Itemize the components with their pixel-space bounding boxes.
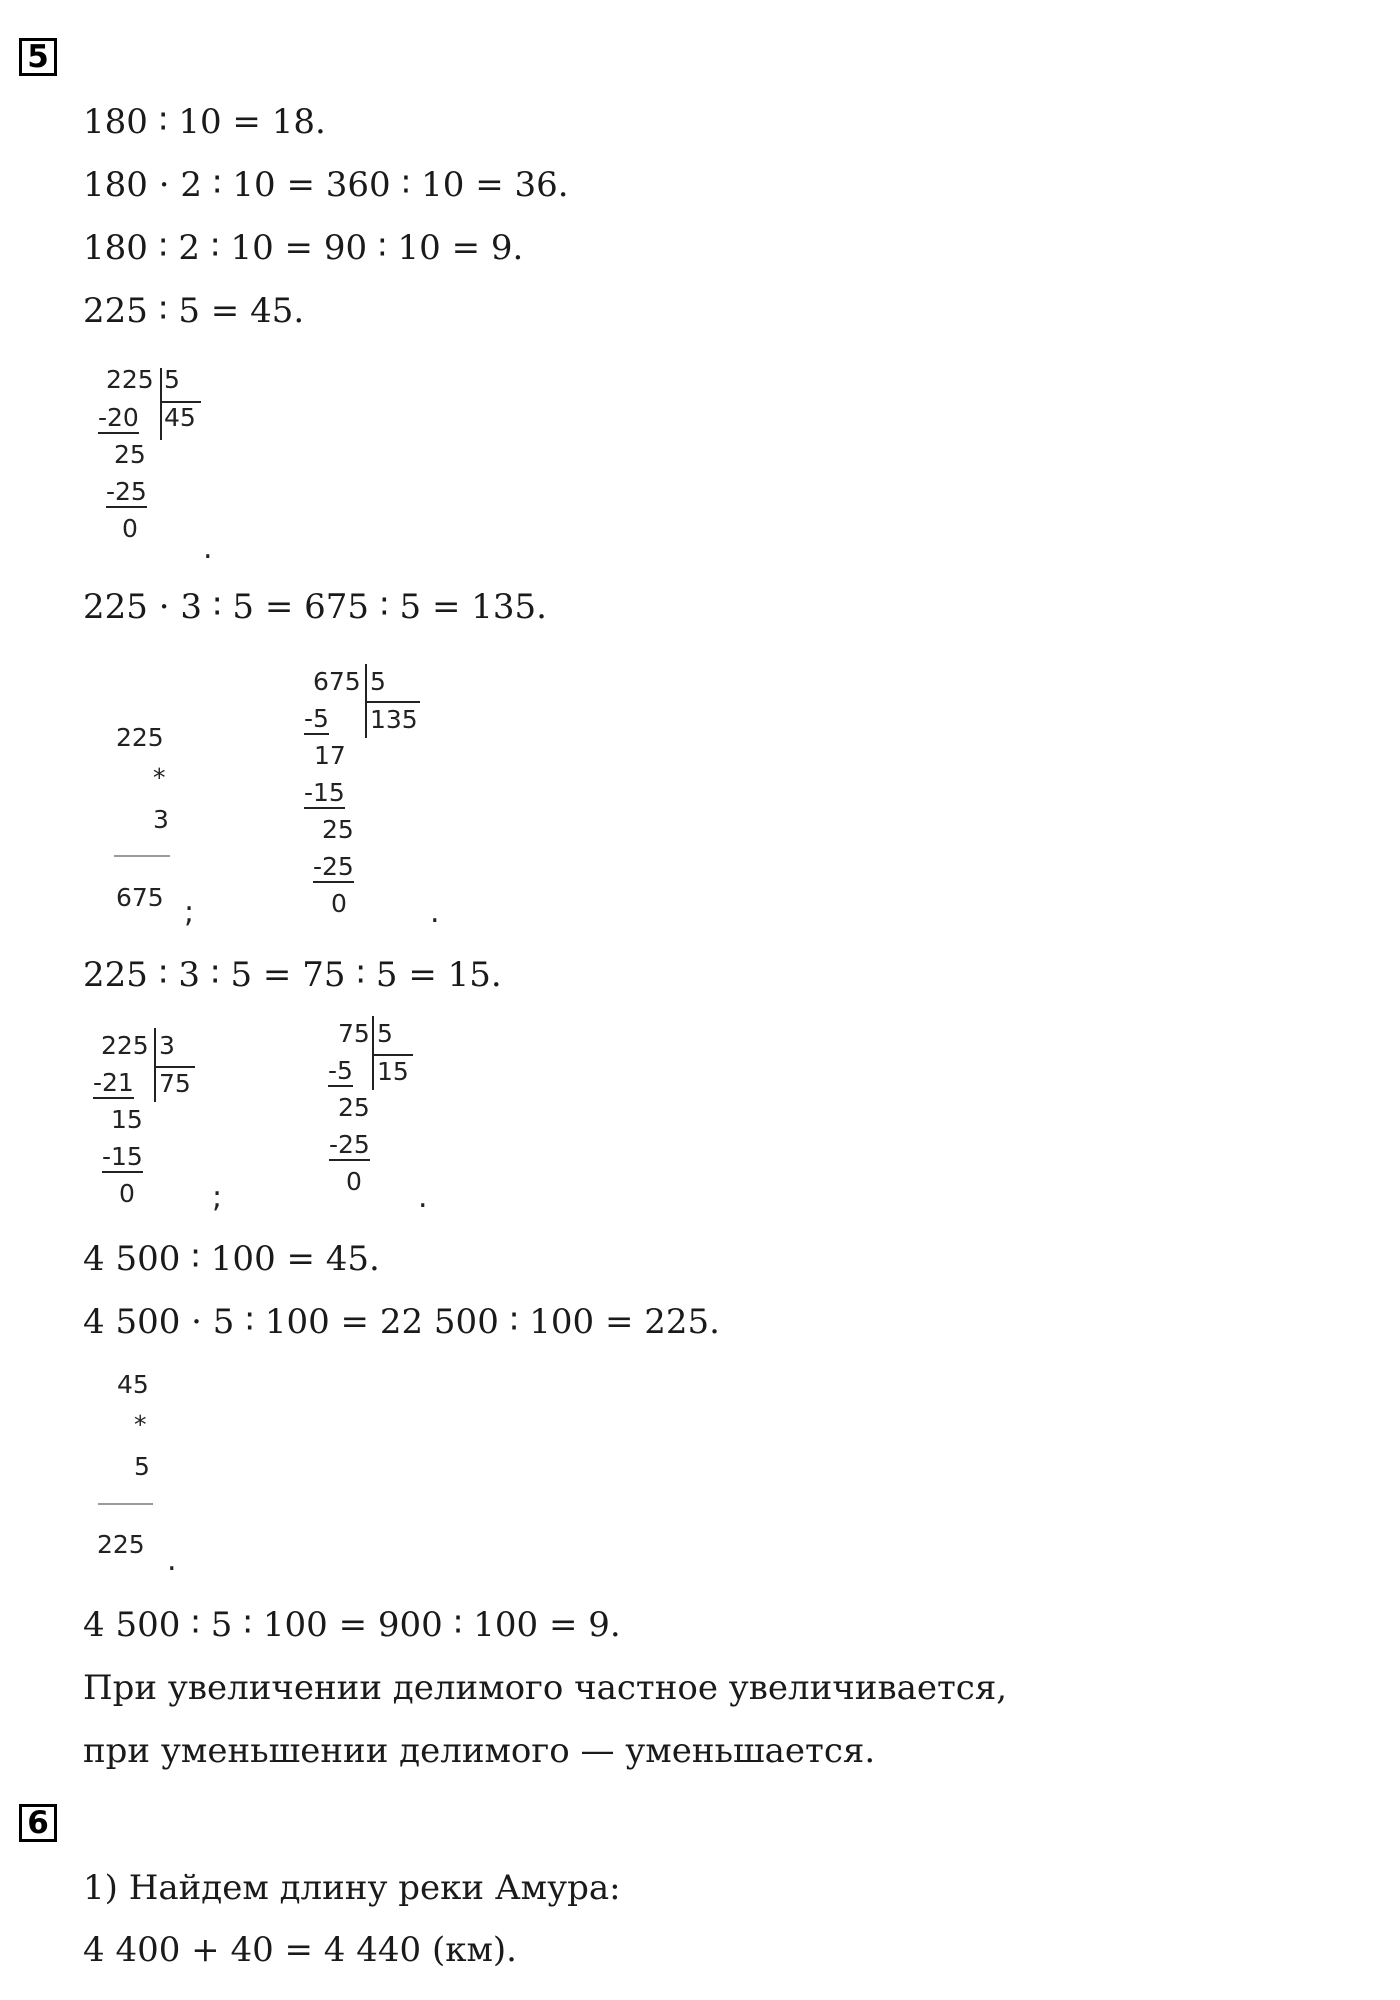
- quotient: 15: [377, 1057, 409, 1086]
- end-mark: .: [430, 895, 440, 930]
- dividend: 75: [338, 1019, 370, 1048]
- equation-line: 4 400 + 40 = 4 440 (км).: [83, 1930, 517, 1970]
- multiply-sign: *: [153, 763, 166, 792]
- multiply-sign: *: [134, 1410, 147, 1439]
- subtrahend: -20: [98, 403, 139, 432]
- equation-line: 4 500 · 5 ∶ 100 = 22 500 ∶ 100 = 225.: [83, 1302, 720, 1342]
- end-mark: ;: [212, 1180, 223, 1215]
- end-mark: ;: [184, 895, 195, 930]
- end-mark: .: [203, 531, 213, 566]
- end-mark: .: [167, 1543, 177, 1578]
- equation-line: 4 500 ∶ 5 ∶ 100 = 900 ∶ 100 = 9.: [83, 1605, 621, 1645]
- conclusion-text: При увеличении делимого частное увеличивается,: [83, 1668, 1008, 1708]
- multiplicand: 45: [117, 1370, 149, 1399]
- conclusion-text: при уменьшении делимого — уменьшается.: [83, 1731, 876, 1771]
- equation-line: 180 ∶ 10 = 18.: [83, 102, 326, 142]
- task-number-5: 5: [19, 38, 57, 76]
- equation-line: 180 · 2 ∶ 10 = 360 ∶ 10 = 36.: [83, 165, 569, 205]
- dividend: 225: [106, 365, 154, 394]
- multiplier: 3: [153, 805, 169, 834]
- subtrahend: -21: [93, 1068, 134, 1097]
- remainder: 25: [338, 1093, 370, 1122]
- divisor: 5: [370, 667, 386, 696]
- divisor-underline: [366, 701, 420, 703]
- quotient: 75: [159, 1069, 191, 1098]
- quotient: 45: [164, 403, 196, 432]
- task-number-6: 6: [19, 1804, 57, 1842]
- divisor-underline: [155, 1066, 195, 1068]
- result-line: [98, 1503, 153, 1505]
- subtrahend: -25: [313, 852, 354, 881]
- remainder: 0: [122, 514, 138, 543]
- subtrahend: -5: [328, 1056, 353, 1085]
- remainder: 15: [111, 1105, 143, 1134]
- equation-line: 180 ∶ 2 ∶ 10 = 90 ∶ 10 = 9.: [83, 228, 524, 268]
- division-bar: [160, 368, 162, 440]
- end-mark: .: [418, 1180, 428, 1215]
- multiplicand: 225: [116, 723, 164, 752]
- subtrahend: -15: [102, 1142, 143, 1171]
- remainder: 25: [322, 815, 354, 844]
- subtrahend: -25: [106, 477, 147, 506]
- equation-line: 4 500 ∶ 100 = 45.: [83, 1239, 380, 1279]
- product: 675: [116, 883, 164, 912]
- division-bar: [154, 1028, 156, 1102]
- dividend: 675: [313, 667, 361, 696]
- result-line: [114, 855, 170, 857]
- divisor: 5: [164, 365, 180, 394]
- multiplier: 5: [134, 1452, 150, 1481]
- remainder: 25: [114, 440, 146, 469]
- solution-step: 1) Найдем длину реки Амура:: [83, 1868, 621, 1908]
- equation-line: 225 · 3 ∶ 5 = 675 ∶ 5 = 135.: [83, 587, 547, 627]
- quotient: 135: [370, 705, 418, 734]
- remainder: 0: [346, 1167, 362, 1196]
- subtrahend: -15: [304, 778, 345, 807]
- divisor: 3: [159, 1031, 175, 1060]
- divisor-underline: [373, 1054, 413, 1056]
- division-bar: [372, 1016, 374, 1090]
- divisor: 5: [377, 1019, 393, 1048]
- subtrahend: -5: [304, 704, 329, 733]
- dividend: 225: [101, 1031, 149, 1060]
- equation-line: 225 ∶ 3 ∶ 5 = 75 ∶ 5 = 15.: [83, 955, 502, 995]
- equation-line: 225 ∶ 5 = 45.: [83, 291, 305, 331]
- product: 225: [97, 1530, 145, 1559]
- remainder: 0: [331, 889, 347, 918]
- remainder: 17: [314, 741, 346, 770]
- subtrahend: -25: [329, 1130, 370, 1159]
- remainder: 0: [119, 1179, 135, 1208]
